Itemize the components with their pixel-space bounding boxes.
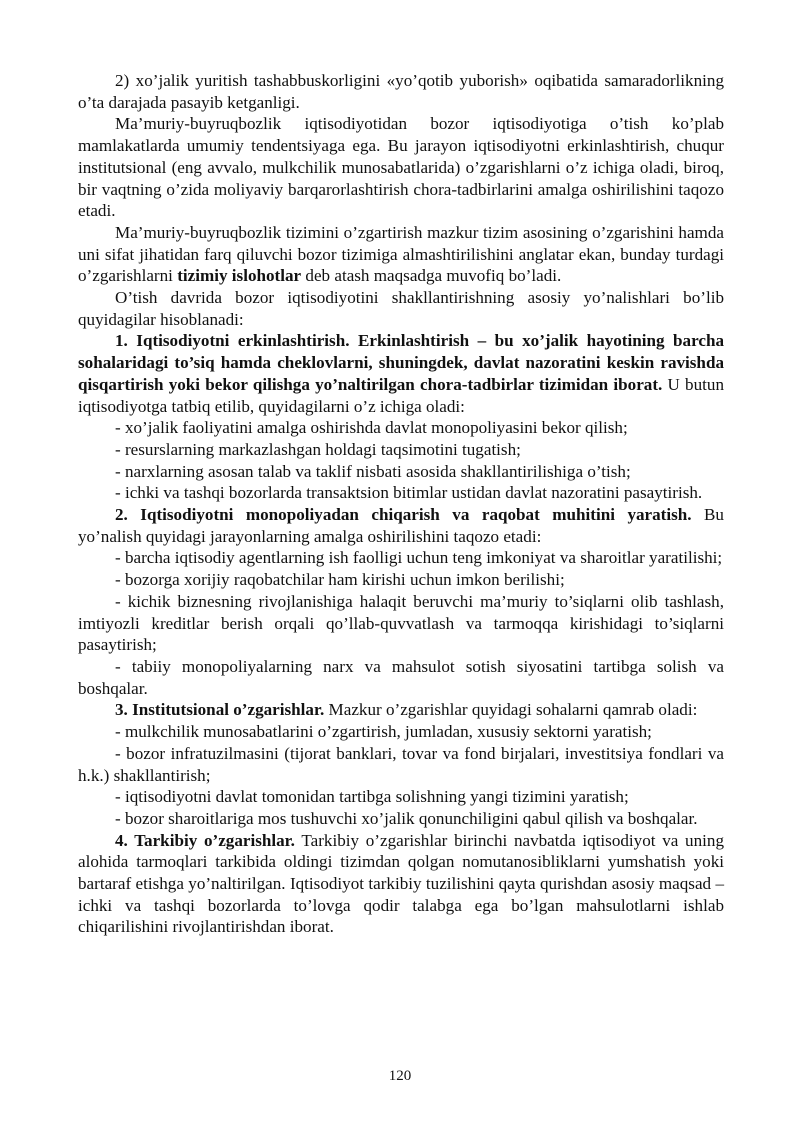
section-heading-paragraph (78, 830, 724, 939)
list-item (78, 591, 724, 656)
list-item (78, 461, 724, 483)
list-item (78, 786, 724, 808)
list-item (78, 482, 724, 504)
section-heading-paragraph (78, 330, 724, 417)
text-run: - bozor infratuzilmasini (tijorat banklari, tovar va fond birjalari, investitsiya fondlari va h.k.) shakllantirish; (78, 743, 724, 785)
text-run: Tarkibiy o’zgarishlar birinchi navbatda iqtisodiyot va uning alohida tarmoqlari tarkibida oldingi tizimdan qolgan nomutanosibliklarni yumshatish yoki bartaraf etishga yo’naltirilgan. Iqtisodiyot tarkibiy tuzilishini qayta qurishdan asosiy maqsad – ichki va tashqi bozorlarda to’lovga qodir talabga ega bo’lgan mahsulotlarni ishlab chiqarilishini rivojlantirishdan iborat. (78, 830, 724, 937)
text-run: 2) xo’jalik yuritish tashabbuskorligini «yo’qotib yuborish» oqibatida samaradorlikning o’ta darajada pasayib ketganligi. (78, 71, 724, 112)
page-number: 120 (388, 1068, 412, 1084)
text-run: - bozorga xorijiy raqobatchilar ham kirishi uchun imkon berilishi; (115, 570, 565, 590)
text-run: - xo’jalik faoliyatini amalga oshirishda davlat monopoliyasini bekor qilish; (115, 418, 628, 438)
text-run: Ma’muriy-buyruqbozlik tizimini o’zgartirish mazkur tizim asosining o’zgarishini hamda uni sifat jihatidan farq qiluvchi bozor tizimiga almashtirilishini anglatar ekan, bunday turdagi o’zgarishlarni (78, 222, 724, 286)
text-run: - tabiiy monopoliyalarning narx va mahsulot sotish siyosatini tartibga solish va boshqalar. (78, 656, 724, 698)
section-heading-paragraph (78, 699, 724, 721)
list-item (78, 417, 724, 439)
section-heading: 3. Institutsional o’zgarishlar. (115, 700, 325, 720)
list-item (78, 547, 724, 569)
text-run: Bu yo’nalish quyidagi jarayonlarning amalga oshirilishini taqozo etadi: (78, 505, 724, 546)
text-run: - kichik biznesning rivojlanishiga halaqit beruvchi ma’muriy to’siqlarni olib tashlash, imtiyozli kreditlar berish orqali qo’llab-quvvatlash va tarmoqqa kirishidagi to’siqlarni pasaytirish; (78, 591, 724, 655)
text-run: Mazkur o’zgarishlar quyidagi sohalarni qamrab oladi: (324, 700, 698, 720)
paragraph (78, 113, 724, 222)
section-heading-paragraph (78, 504, 724, 547)
text-run: - narxlarning asosan talab va taklif nisbati asosida shakllantirilishiga o’tish; (115, 461, 631, 481)
list-item (78, 569, 724, 591)
list-item (78, 808, 724, 830)
bold-term: tizimiy islohotlar (177, 266, 302, 286)
list-item (78, 743, 724, 786)
text-run: - ichki va tashqi bozorlarda transaktsion bitimlar ustidan davlat nazoratini pasaytirish. (115, 483, 703, 503)
section-heading: 4. Tarkibiy o’zgarishlar. (115, 830, 295, 850)
paragraph (78, 70, 724, 113)
text-run: - bozor sharoitlariga mos tushuvchi xo’jalik qonunchiligini qabul qilish va boshqalar. (115, 808, 698, 828)
paragraph (78, 222, 724, 287)
text-run: Ma’muriy-buyruqbozlik iqtisodiyotidan bozor iqtisodiyotiga o’tish ko’plab mamlakatlarda umumiy tendentsiyaga ega. Bu jarayon iqtisodiyotni erkinlashtirish, chuqur institutsional (eng avvalo, mulkchilik munosabatlarida) o’zgarishlarni o’z ichiga oladi, biroq, bir vaqtning o’zida moliyaviy barqarorlashtirish chora-tadbirlarini amalga oshirilishini taqozo etadi. (78, 114, 724, 221)
list-item (78, 439, 724, 461)
section-heading: 1. Iqtisodiyotni erkinlashtirish. Erkinlashtirish – bu xo’jalik hayotining barcha sohalaridagi to’siq hamda cheklovlarni, shuningdek, davlat nazoratini keskin ravishda qisqartirish yoki bekor qilishga yo’naltirilgan chora-tadbirlar tizimidan iborat. (78, 331, 724, 394)
list-item (78, 656, 724, 699)
text-run: U butun iqtisodiyotga tatbiq etilib, quyidagilarni o’z ichiga oladi: (78, 374, 724, 416)
document-body (78, 70, 724, 938)
section-heading: 2. Iqtisodiyotni monopoliyadan chiqarish va raqobat muhitini yaratish. (115, 505, 692, 525)
text-run: - mulkchilik munosabatlarini o’zgartirish, jumladan, xususiy sektorni yaratish; (115, 722, 652, 742)
text-run: - barcha iqtisodiy agentlarning ish faolligi uchun teng imkoniyat va sharoitlar yaratilishi; (115, 548, 723, 568)
list-item (78, 721, 724, 743)
text-run: - resurslarning markazlashgan holdagi taqsimotini tugatish; (115, 439, 521, 459)
paragraph (78, 287, 724, 330)
text-run: deb atash maqsadga muvofiq bo’ladi. (301, 266, 562, 286)
text-run: - iqtisodiyotni davlat tomonidan tartibga solishning yangi tizimini yaratish; (115, 787, 629, 807)
text-run: O’tish davrida bozor iqtisodiyotini shakllantirishning asosiy yo’nalishlari bo’lib quyidagilar hisoblanadi: (78, 288, 724, 329)
